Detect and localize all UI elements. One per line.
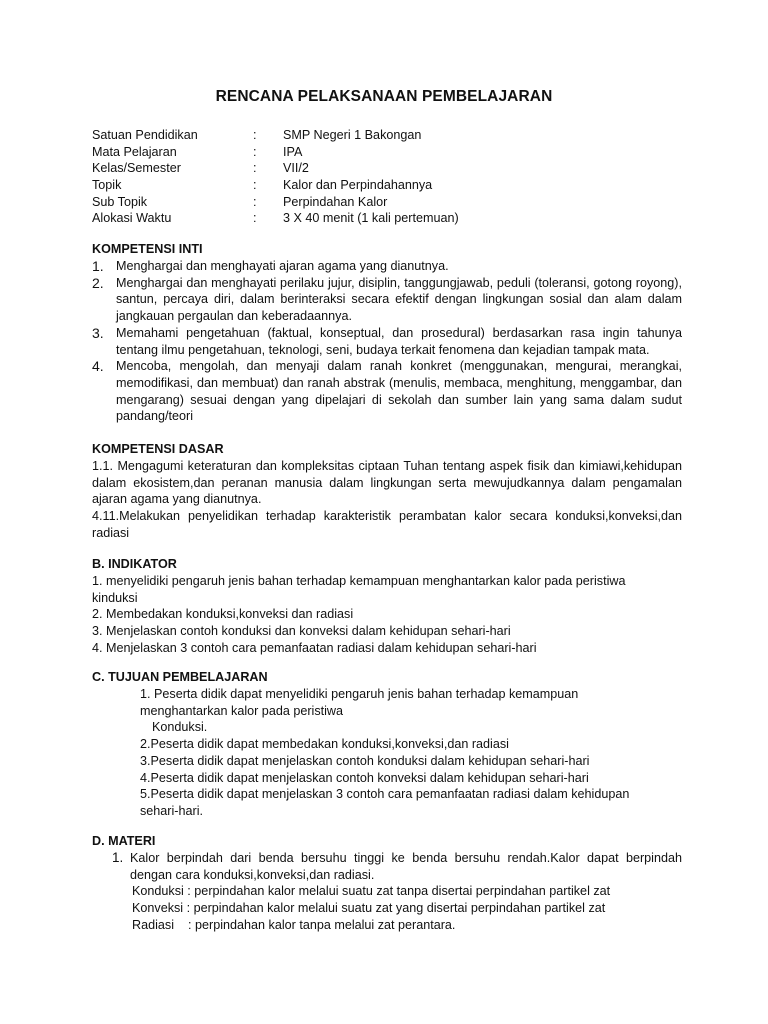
info-colon: : <box>253 128 257 142</box>
list-item <box>92 258 682 275</box>
item-text: 4.11.Melakukan penyelidikan terhadap karakteristik perambatan kalor secara konduksi,konveksi,dan radiasi <box>92 509 682 540</box>
info-row <box>92 210 692 227</box>
item-number: 1. <box>112 850 124 865</box>
item-text: Kalor berpindah dari benda bersuhu tinggi ke benda bersuhu rendah.Kalor dapat berpindah dengan cara konduksi,konveksi,dan radiasi. <box>130 851 682 882</box>
info-value: IPA <box>283 144 303 159</box>
list-line: 4. Menjelaskan 3 contoh cara pemanfaatan radiasi dalam kehidupan sehari-hari <box>92 640 537 655</box>
list-item <box>92 275 682 325</box>
list-line: menghantarkan kalor pada peristiwa <box>140 703 344 718</box>
info-row <box>92 177 692 194</box>
info-value: Kalor dan Perpindahannya <box>283 178 433 193</box>
info-row <box>92 144 692 161</box>
list-line: kinduksi <box>92 590 138 605</box>
list-line: 1. menyelidiki pengaruh jenis bahan terhadap kemampuan menghantarkan kalor pada peristiwa <box>92 574 626 588</box>
item-number: 1. <box>92 258 104 274</box>
definition-line: Konduksi : perpindahan kalor melalui suatu zat tanpa disertai perpindahan partikel zat <box>132 884 611 899</box>
item-number: 3. <box>92 324 104 341</box>
section-heading: KOMPETENSI INTI <box>92 242 203 256</box>
section-heading: D. MATERI <box>92 834 156 848</box>
indikator-section <box>92 556 682 657</box>
info-colon: : <box>253 144 257 159</box>
definition-line: Konveksi : perpindahan kalor melalui suatu zat yang disertai perpindahan partikel zat <box>132 901 606 916</box>
list-line: Konduksi. <box>152 720 208 735</box>
document-title: RENCANA PELAKSANAAN PEMBELAJARAN <box>215 88 553 105</box>
list-item <box>92 850 682 883</box>
materi-section <box>92 833 682 934</box>
list-line: 2. Membedakan konduksi,konveksi dan radiasi <box>92 607 354 622</box>
info-value: VII/2 <box>283 161 309 176</box>
info-label: Topik <box>92 178 122 193</box>
info-label: Sub Topik <box>92 194 148 209</box>
kompetensi-dasar-section <box>92 441 682 542</box>
info-label: Satuan Pendidikan <box>92 128 198 142</box>
info-label: Mata Pelajaran <box>92 144 177 159</box>
list-line: 2.Peserta didik dapat membedakan konduksi,konveksi,dan radiasi <box>140 737 509 752</box>
section-heading: KOMPETENSI DASAR <box>92 442 224 456</box>
list-line: 1. Peserta didik dapat menyelidiki pengaruh jenis bahan terhadap kemampuan <box>140 687 579 701</box>
section-heading: B. INDIKATOR <box>92 557 177 571</box>
identity-table <box>92 127 692 227</box>
info-colon: : <box>253 211 257 226</box>
info-row <box>92 160 692 177</box>
item-number: 4. <box>92 358 104 375</box>
info-label: Kelas/Semester <box>92 161 181 176</box>
info-colon: : <box>253 178 257 193</box>
item-text: Menghargai dan menghayati ajaran agama yang dianutnya. <box>116 259 449 273</box>
item-number: 2. <box>92 274 104 291</box>
info-value: Perpindahan Kalor <box>283 194 388 209</box>
list-item <box>92 358 682 425</box>
definition-line: Radiasi : perpindahan kalor tanpa melalui zat perantara. <box>132 917 456 932</box>
list-line: 3. Menjelaskan contoh konduksi dan konveksi dalam kehidupan sehari-hari <box>92 624 511 639</box>
list-item <box>92 508 682 541</box>
list-line: 4.Peserta didik dapat menjelaskan contoh konveksi dalam kehidupan sehari-hari <box>140 770 589 785</box>
info-colon: : <box>253 194 257 209</box>
list-line: sehari-hari. <box>140 803 203 818</box>
tujuan-section <box>92 669 682 820</box>
list-item <box>92 325 682 358</box>
info-colon: : <box>253 161 257 176</box>
info-value: SMP Negeri 1 Bakongan <box>283 128 422 142</box>
section-heading: C. TUJUAN PEMBELAJARAN <box>92 670 268 684</box>
info-label: Alokasi Waktu <box>92 211 172 226</box>
item-text: Menghargai dan menghayati perilaku jujur, disiplin, tanggungjawab, peduli (toleransi, gotong royong), santun, percaya diri, dalam berinteraksi secara efektif dengan lingkungan sosial dan alam dalam jangkauan pergaulan dan keberadaannya. <box>116 275 682 324</box>
info-row <box>92 127 692 144</box>
kompetensi-inti-section <box>92 241 682 425</box>
info-row <box>92 194 692 211</box>
item-text: Mencoba, mengolah, dan menyaji dalam ranah konkret (menggunakan, mengurai, merangkai, memodifikasi, dan membuat) dan ranah abstrak (menulis, membaca, menghitung, menggambar, dan mengarang) sesuai dengan yang dipelajari di sekolah dan sumber lain yang sama dalam sudut pandang/teori <box>116 359 682 424</box>
list-item <box>92 458 682 508</box>
info-value: 3 X 40 menit (1 kali pertemuan) <box>283 211 459 226</box>
list-line: 3.Peserta didik dapat menjelaskan contoh konduksi dalam kehidupan sehari-hari <box>140 753 590 768</box>
item-text: Memahami pengetahuan (faktual, konseptual, dan prosedural) berdasarkan rasa ingin tahunya tentang ilmu pengetahuan, teknologi, seni, budaya terkait fenomena dan kejadian tampak mata. <box>116 325 682 357</box>
item-text: 1.1. Mengagumi keteraturan dan kompleksitas ciptaan Tuhan tentang aspek fisik dan kimiawi,kehidupan dalam ekosistem,dan peranan manusia dalam lingkungan serta mewujudkannya dalam pengamalan ajaran agama yang dianutnya. <box>92 459 682 507</box>
list-line: 5.Peserta didik dapat menjelaskan 3 contoh cara pemanfaatan radiasi dalam kehidupan <box>140 787 630 802</box>
